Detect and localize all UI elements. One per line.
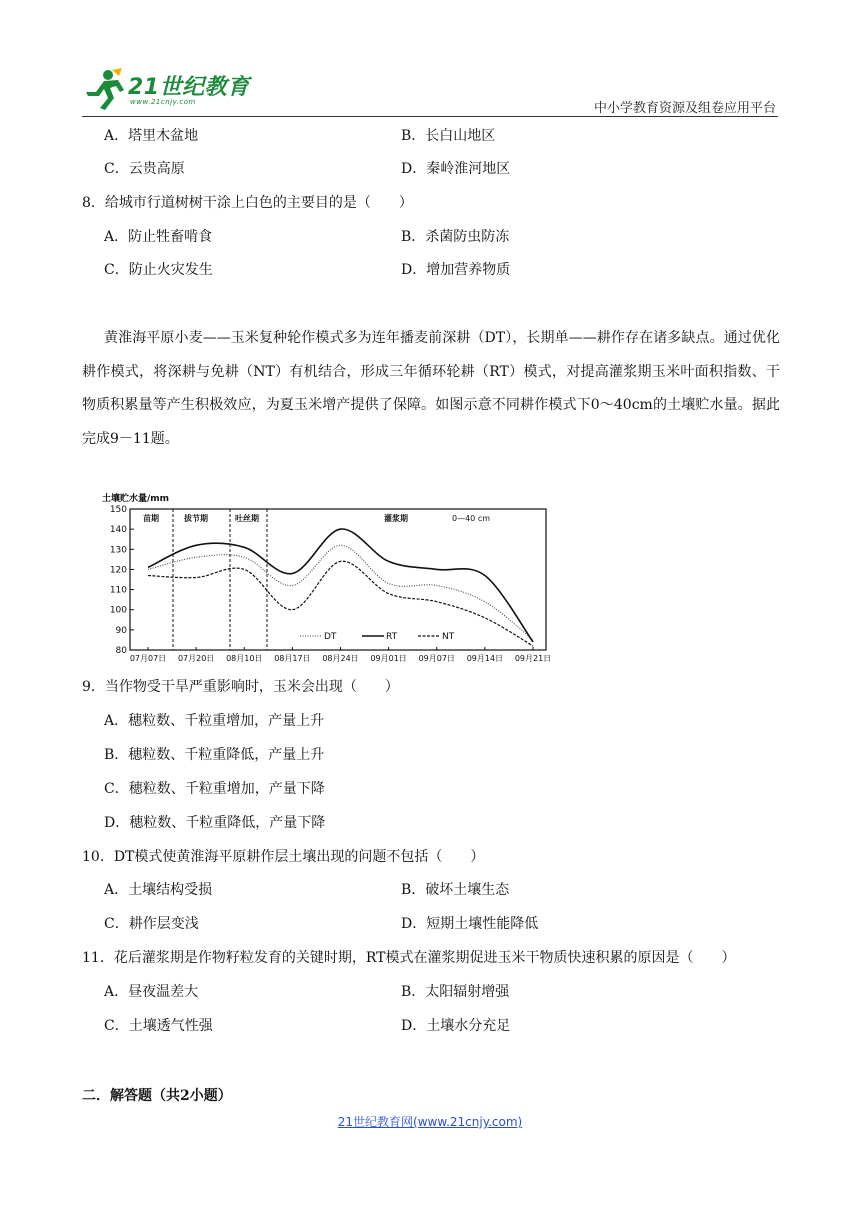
q9-option-d[interactable]: D．穗粒数、千粒重降低，产量下降 bbox=[104, 815, 326, 831]
y-tick-label: 140 bbox=[109, 525, 127, 536]
series-line-dt bbox=[148, 545, 533, 640]
y-tick-label: 130 bbox=[109, 545, 127, 556]
y-tick-label: 100 bbox=[109, 605, 127, 616]
series-line-rt bbox=[148, 529, 533, 642]
x-tick-label: 08月17日 bbox=[274, 654, 311, 663]
q8-option-b[interactable]: B．杀菌防虫防冻 bbox=[401, 229, 510, 245]
q10-option-a[interactable]: A．土壤结构受损 bbox=[104, 882, 213, 898]
passage-text: 黄淮海平原小麦——玉米复种轮作模式多为连年播麦前深耕（DT），长期单——耕作存在诸多缺点。通过优化耕作模式，将深耕与免耕（NT）有机结合，形成三年循环轮耕（RT）模式，对提高灌浆期玉米叶面积指数、干物质积累量等产生积极效应，为夏玉米增产提供了保障。如图示意不同耕作模式下0～40cm的土壤贮水量。据此完成9－11题。 bbox=[82, 330, 780, 447]
q10-stem: 10．DT模式使黄淮海平原耕作层土壤出现的问题不包括（ ） bbox=[82, 849, 485, 865]
q10-option-c[interactable]: C．耕作层变浅 bbox=[104, 916, 199, 932]
platform-name: 中小学教育资源及组卷应用平台 bbox=[593, 101, 776, 116]
q9-option-c[interactable]: C．穗粒数、千粒重增加，产量下降 bbox=[104, 781, 325, 797]
chart-ylabel: 土壤贮水量/mm bbox=[102, 494, 170, 504]
x-tick-label: 07月20日 bbox=[177, 654, 215, 663]
q10-option-b[interactable]: B．破坏土壤生态 bbox=[401, 882, 510, 898]
site-logo[interactable] bbox=[82, 68, 252, 116]
q11-option-a[interactable]: A．昼夜温差大 bbox=[104, 984, 199, 1000]
q7-option-b[interactable]: B．长白山地区 bbox=[401, 128, 496, 144]
q11-stem: 11．花后灌浆期是作物籽粒发育的关键时期，RT模式在灌浆期促进玉米干物质快速积累的原因是（ ） bbox=[82, 950, 736, 966]
running-man-icon bbox=[82, 68, 126, 112]
legend-label: DT bbox=[324, 632, 337, 642]
footer-link[interactable]: 21世纪教育网(www.21cnjy.com) bbox=[337, 1115, 523, 1129]
q7-option-c[interactable]: C．云贵高原 bbox=[104, 161, 185, 177]
q10-option-d[interactable]: D．短期土壤性能降低 bbox=[401, 916, 539, 932]
q8-option-c[interactable]: C．防止火灾发生 bbox=[104, 262, 213, 278]
period-label: 拔节期 bbox=[184, 514, 208, 523]
x-tick-label: 09月01日 bbox=[370, 654, 407, 663]
header-divider bbox=[82, 116, 778, 117]
x-tick-label: 09月21日 bbox=[514, 654, 552, 663]
q11-option-d[interactable]: D．土壤水分充足 bbox=[401, 1018, 511, 1034]
y-tick-label: 80 bbox=[115, 646, 127, 656]
q9-option-b[interactable]: B．穗粒数、千粒重降低，产量上升 bbox=[104, 747, 325, 763]
legend-label: NT bbox=[442, 632, 455, 642]
series-line-nt bbox=[148, 561, 533, 646]
q8-option-d[interactable]: D．增加营养物质 bbox=[401, 262, 511, 278]
y-tick-label: 120 bbox=[109, 565, 127, 576]
logo-text: 21世纪教育 bbox=[128, 75, 250, 100]
q9-stem: 9．当作物受干旱严重影响时，玉米会出现（ ） bbox=[82, 679, 399, 695]
depth-label: 0—40 cm bbox=[452, 514, 491, 523]
y-tick-label: 90 bbox=[115, 625, 127, 636]
x-tick-label: 08月10日 bbox=[226, 654, 263, 663]
y-tick-label: 150 bbox=[109, 505, 127, 515]
x-tick-label: 09月07日 bbox=[418, 654, 455, 663]
reading-passage bbox=[82, 322, 780, 456]
q7-option-a[interactable]: A．塔里木盆地 bbox=[104, 128, 199, 144]
x-tick-label: 08月24日 bbox=[322, 654, 359, 663]
period-label: 吐丝期 bbox=[235, 514, 259, 523]
logo-url: www.21cnjy.com bbox=[130, 98, 196, 106]
q11-option-c[interactable]: C．土壤透气性强 bbox=[104, 1018, 213, 1034]
q7-option-d[interactable]: D．秦岭淮河地区 bbox=[401, 161, 511, 177]
q9-option-a[interactable]: A．穗粒数、千粒重增加，产量上升 bbox=[104, 713, 325, 729]
x-tick-label: 07月07日 bbox=[129, 654, 167, 663]
period-label: 灌浆期 bbox=[384, 514, 408, 523]
x-tick-label: 09月14日 bbox=[466, 654, 504, 663]
q11-option-b[interactable]: B．太阳辐射增强 bbox=[401, 984, 510, 1000]
period-label: 苗期 bbox=[143, 514, 159, 523]
section-heading: 二．解答题（共2小题） bbox=[82, 1088, 232, 1104]
legend-label: RT bbox=[386, 632, 398, 642]
q8-stem: 8．给城市行道树树干涂上白色的主要目的是（ ） bbox=[82, 195, 413, 211]
soil-water-chart bbox=[100, 490, 555, 668]
q8-option-a[interactable]: A．防止牲畜啃食 bbox=[104, 229, 213, 245]
y-tick-label: 110 bbox=[109, 585, 127, 596]
